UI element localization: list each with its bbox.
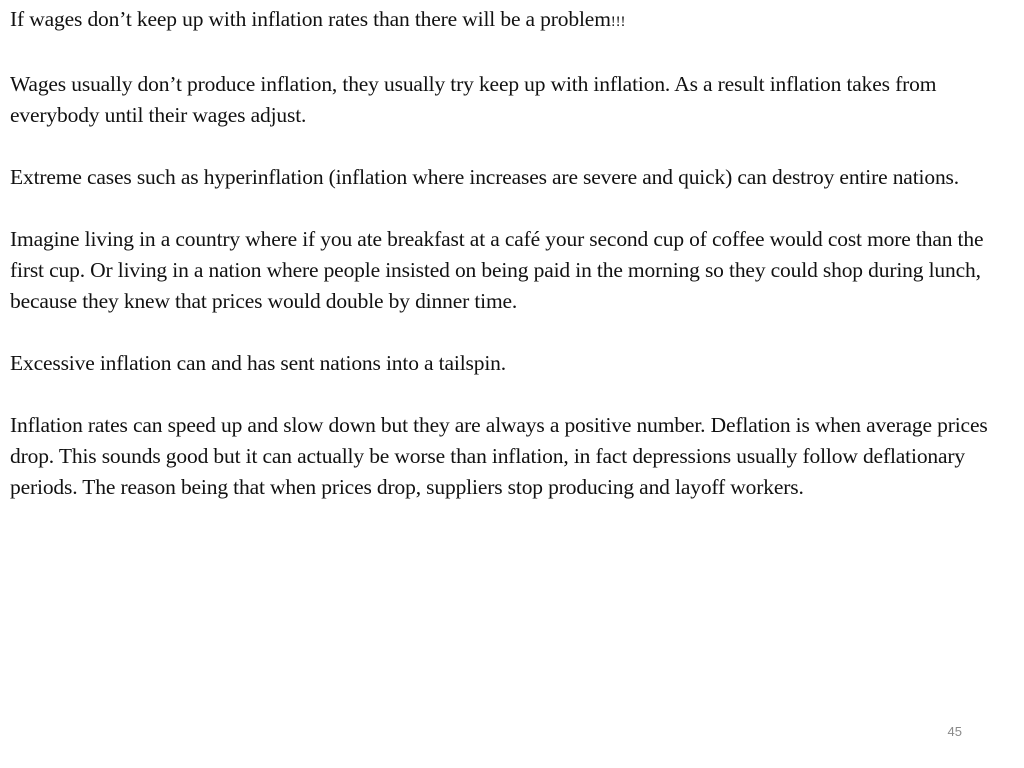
paragraph-wages-problem [10, 4, 1018, 38]
paragraph-spacer [10, 317, 1018, 348]
term-deflation: Deflation [710, 413, 791, 437]
paragraph-spacer [10, 193, 1018, 224]
paragraph-spacer [10, 131, 1018, 162]
paragraph-text: Excessive inflation can and has sent nations into a tailspin. [10, 351, 506, 375]
slide-number: 45 [947, 724, 962, 739]
paragraph-wages-inflation [10, 69, 1018, 131]
paragraph-text: is when average prices drop. This sounds good but it can actually be worse than inflation, in fact depressions usually follow deflationary periods. The reason being that when prices drop, suppliers stop producing and layoff workers. [10, 413, 988, 499]
paragraph-spacer [10, 379, 1018, 410]
exclamation-marks: !!! [610, 14, 626, 30]
slide-body [10, 4, 1018, 503]
paragraph-deflation [10, 410, 1018, 503]
paragraph-cafe-example [10, 224, 1018, 317]
paragraph-text: (inflation where increases are severe and quick) can destroy entire nations. [323, 165, 959, 189]
paragraph-text: Extreme cases such as [10, 165, 204, 189]
paragraph-text: Wages usually don’t produce inflation, they usually try keep up with inflation. As a result inflation takes from everybody until their wages adjust. [10, 72, 937, 127]
paragraph-hyperinflation [10, 162, 1018, 193]
paragraph-text: Imagine living in a country where if you ate breakfast at a café your second cup of coffee would cost more than the first cup. Or living in a nation where people insisted on being paid in the morning so they could shop during lunch, because they knew that prices would double by dinner time. [10, 227, 984, 313]
paragraph-text: If wages don’t keep up with inflation rates than there will be a problem [10, 7, 611, 31]
term-hyperinflation: hyperinflation [203, 165, 324, 189]
paragraph-text: Inflation rates can speed up and slow down but they are always a positive number. [10, 413, 711, 437]
paragraph-spacer [10, 38, 1018, 69]
paragraph-tailspin [10, 348, 1018, 379]
